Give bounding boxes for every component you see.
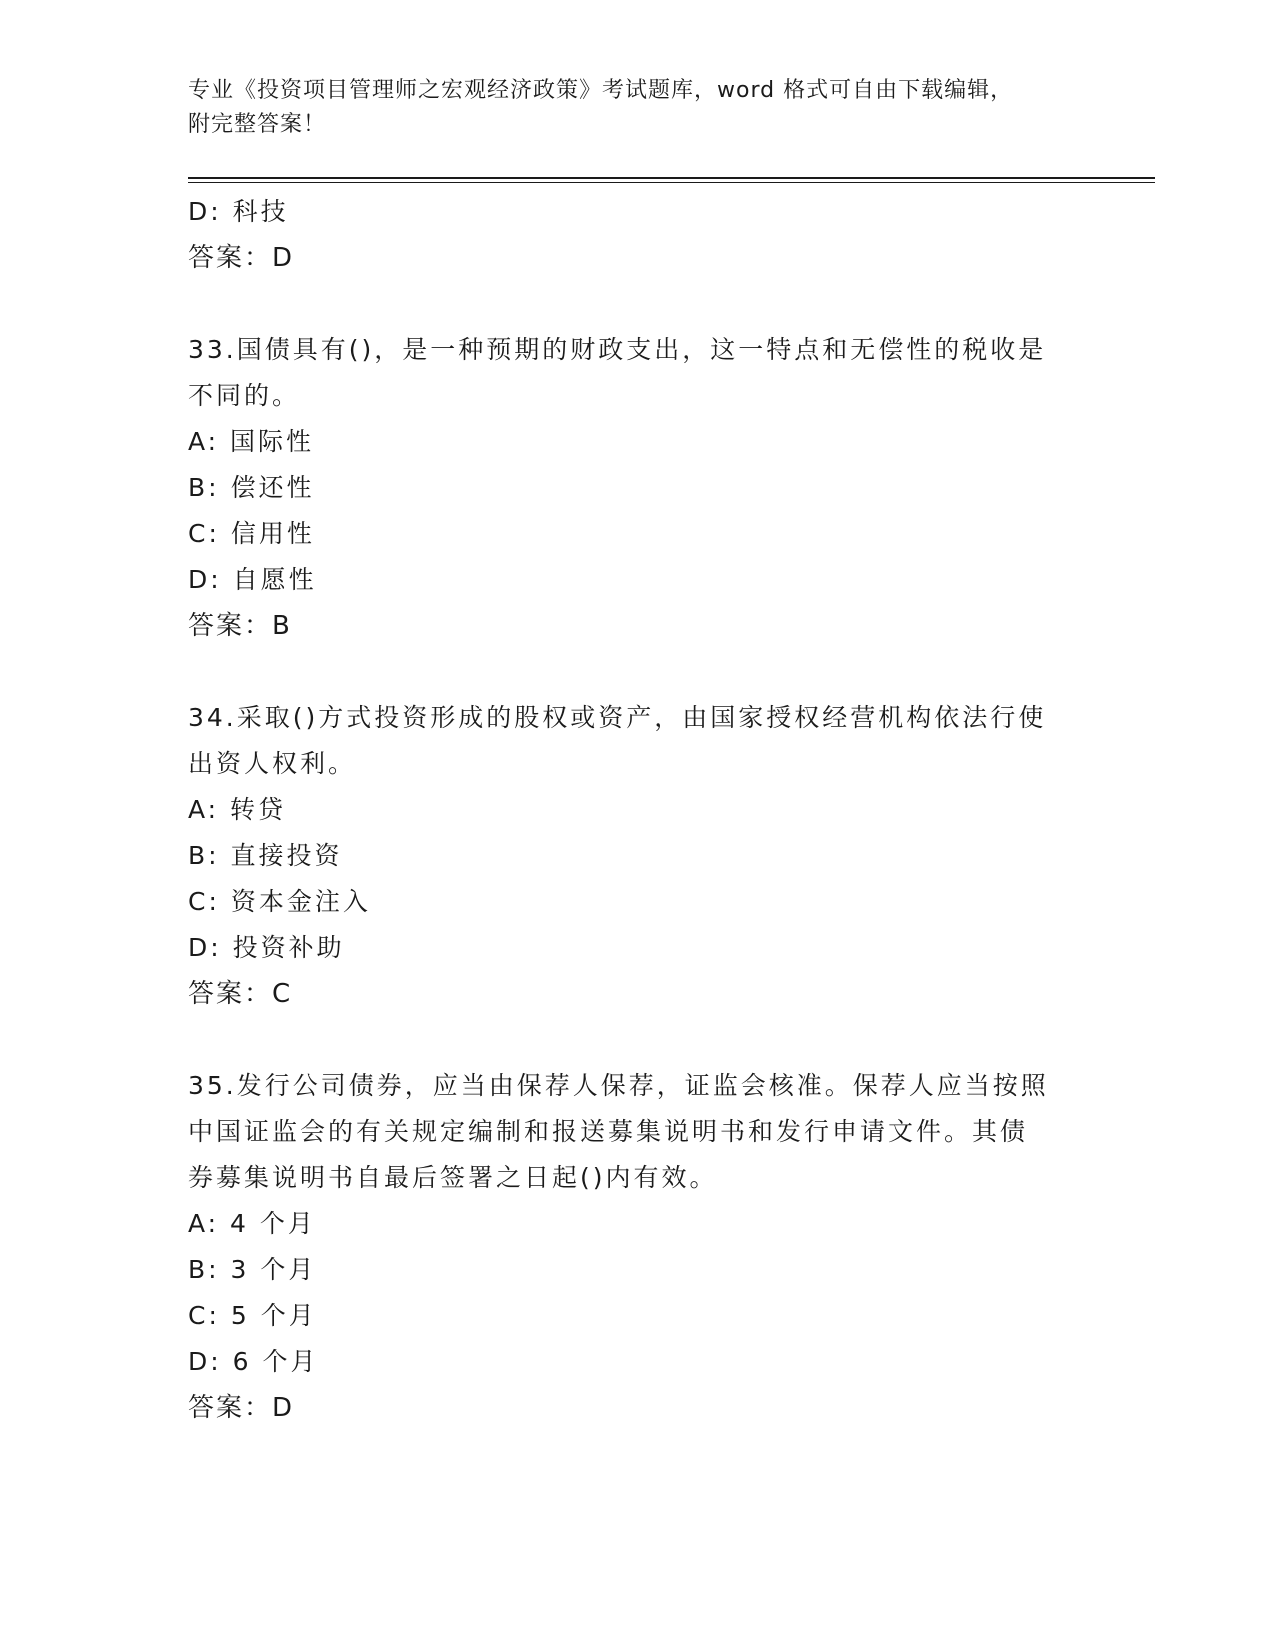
answer-line: 答案：B — [188, 611, 292, 641]
question-stem: 券募集说明书自最后签署之日起()内有效。 — [188, 1163, 718, 1192]
question-list — [188, 189, 1088, 1431]
question-stem: 中国证监会的有关规定编制和报送募集说明书和发行申请文件。其债 — [188, 1117, 1029, 1146]
document-header — [188, 74, 1088, 142]
header-rule-thick — [188, 177, 1155, 179]
question-stem: 出资人权利。 — [188, 749, 357, 778]
prev-question-tail — [188, 189, 1088, 281]
option-c: C: 5 个月 — [188, 1301, 317, 1330]
header-rule-thin — [188, 182, 1155, 183]
option-d: D: 6 个月 — [188, 1347, 319, 1376]
answer-line: 答案：D — [188, 1393, 295, 1423]
question-35 — [188, 1063, 1088, 1431]
option-a: A: 国际性 — [188, 427, 315, 456]
answer-line: 答案：C — [188, 979, 293, 1009]
question-stem: 34.采取()方式投资形成的股权或资产，由国家授权经营机构依法行使 — [188, 703, 1047, 732]
question-stem: 35.发行公司债券，应当由保荐人保荐，证监会核准。保荐人应当按照 — [188, 1071, 1049, 1100]
option-b: B: 偿还性 — [188, 473, 315, 502]
header-line-2: 附完整答案！ — [188, 112, 327, 137]
question-34 — [188, 695, 1088, 1017]
question-stem: 33.国债具有()，是一种预期的财政支出，这一特点和无偿性的税收是 — [188, 335, 1047, 364]
option-a: A: 转贷 — [188, 795, 287, 824]
option-d: D: 自愿性 — [188, 565, 317, 594]
answer-line: 答案：D — [188, 243, 295, 273]
option-a: A: 4 个月 — [188, 1209, 316, 1238]
option-b: B: 直接投资 — [188, 841, 343, 870]
option-b: B: 3 个月 — [188, 1255, 317, 1284]
option-d: D: 投资补助 — [188, 933, 345, 962]
question-stem: 不同的。 — [188, 381, 301, 410]
option-d: D: 科技 — [188, 197, 289, 226]
option-c: C: 信用性 — [188, 519, 315, 548]
option-c: C: 资本金注入 — [188, 887, 371, 916]
question-33 — [188, 327, 1088, 649]
header-line-1: 专业《投资项目管理师之宏观经济政策》考试题库，word 格式可自由下载编辑， — [188, 78, 1014, 103]
